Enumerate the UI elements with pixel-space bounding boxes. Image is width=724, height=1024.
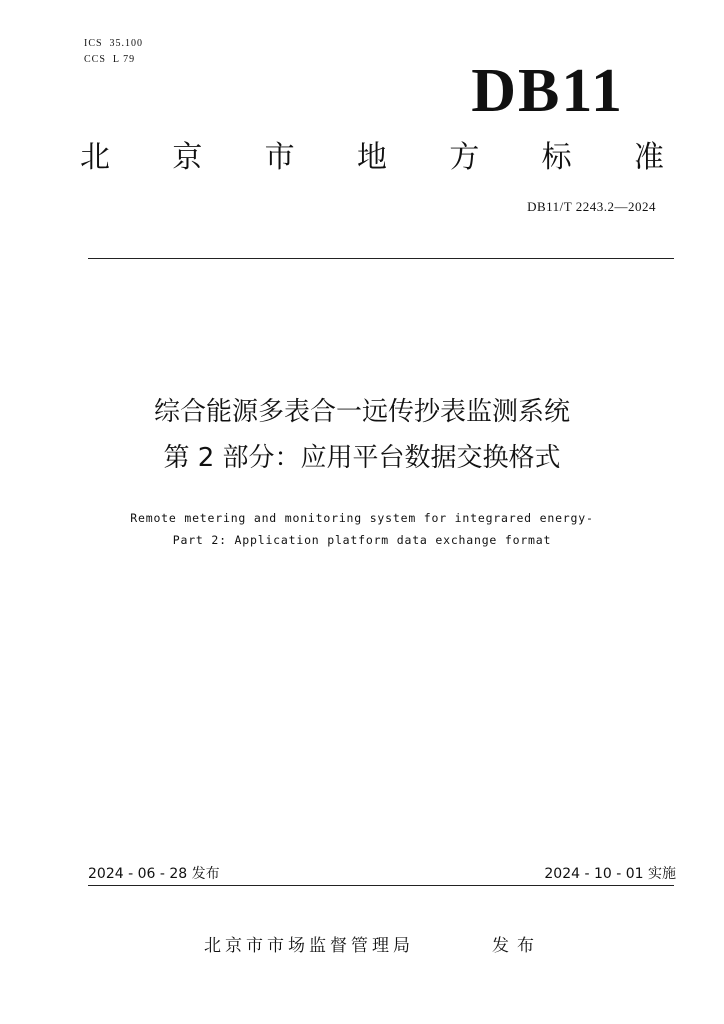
- standard-type-char: 方: [449, 140, 480, 175]
- classification-codes: [84, 36, 143, 68]
- chinese-title-line-2: 第 2 部分：应用平台数据交换格式: [163, 443, 561, 473]
- header-divider: [88, 258, 674, 259]
- standard-type-char: 市: [264, 140, 295, 175]
- english-title-line-2: Part 2: Application platform data exchange format: [172, 533, 552, 547]
- publish-date: 2024 - 06 - 28 发布: [88, 866, 220, 882]
- standard-type-char: 地: [356, 140, 387, 175]
- standard-type-char: 准: [633, 140, 664, 175]
- standard-type-title: [80, 136, 664, 180]
- standard-type-char: 京: [172, 140, 203, 175]
- footer-divider: [88, 885, 674, 886]
- issuing-authority: 北京市市场监督管理局: [204, 936, 414, 956]
- db-logo: DB11: [471, 57, 624, 125]
- issue-label: 发布: [492, 936, 542, 956]
- standard-number: DB11/T 2243.2—2024: [527, 199, 656, 214]
- implement-date: 2024 - 10 - 01 实施: [544, 866, 676, 882]
- ics-code: ICS 35.100: [84, 38, 144, 49]
- english-title-line-1: Remote metering and monitoring system for integrared energy-: [130, 511, 594, 525]
- standard-type-char: 标: [541, 140, 572, 175]
- ccs-code: CCS L 79: [84, 54, 136, 65]
- standard-type-char: 北: [80, 140, 110, 175]
- chinese-title-line-1: 综合能源多表合一远传抄表监测系统: [153, 397, 570, 427]
